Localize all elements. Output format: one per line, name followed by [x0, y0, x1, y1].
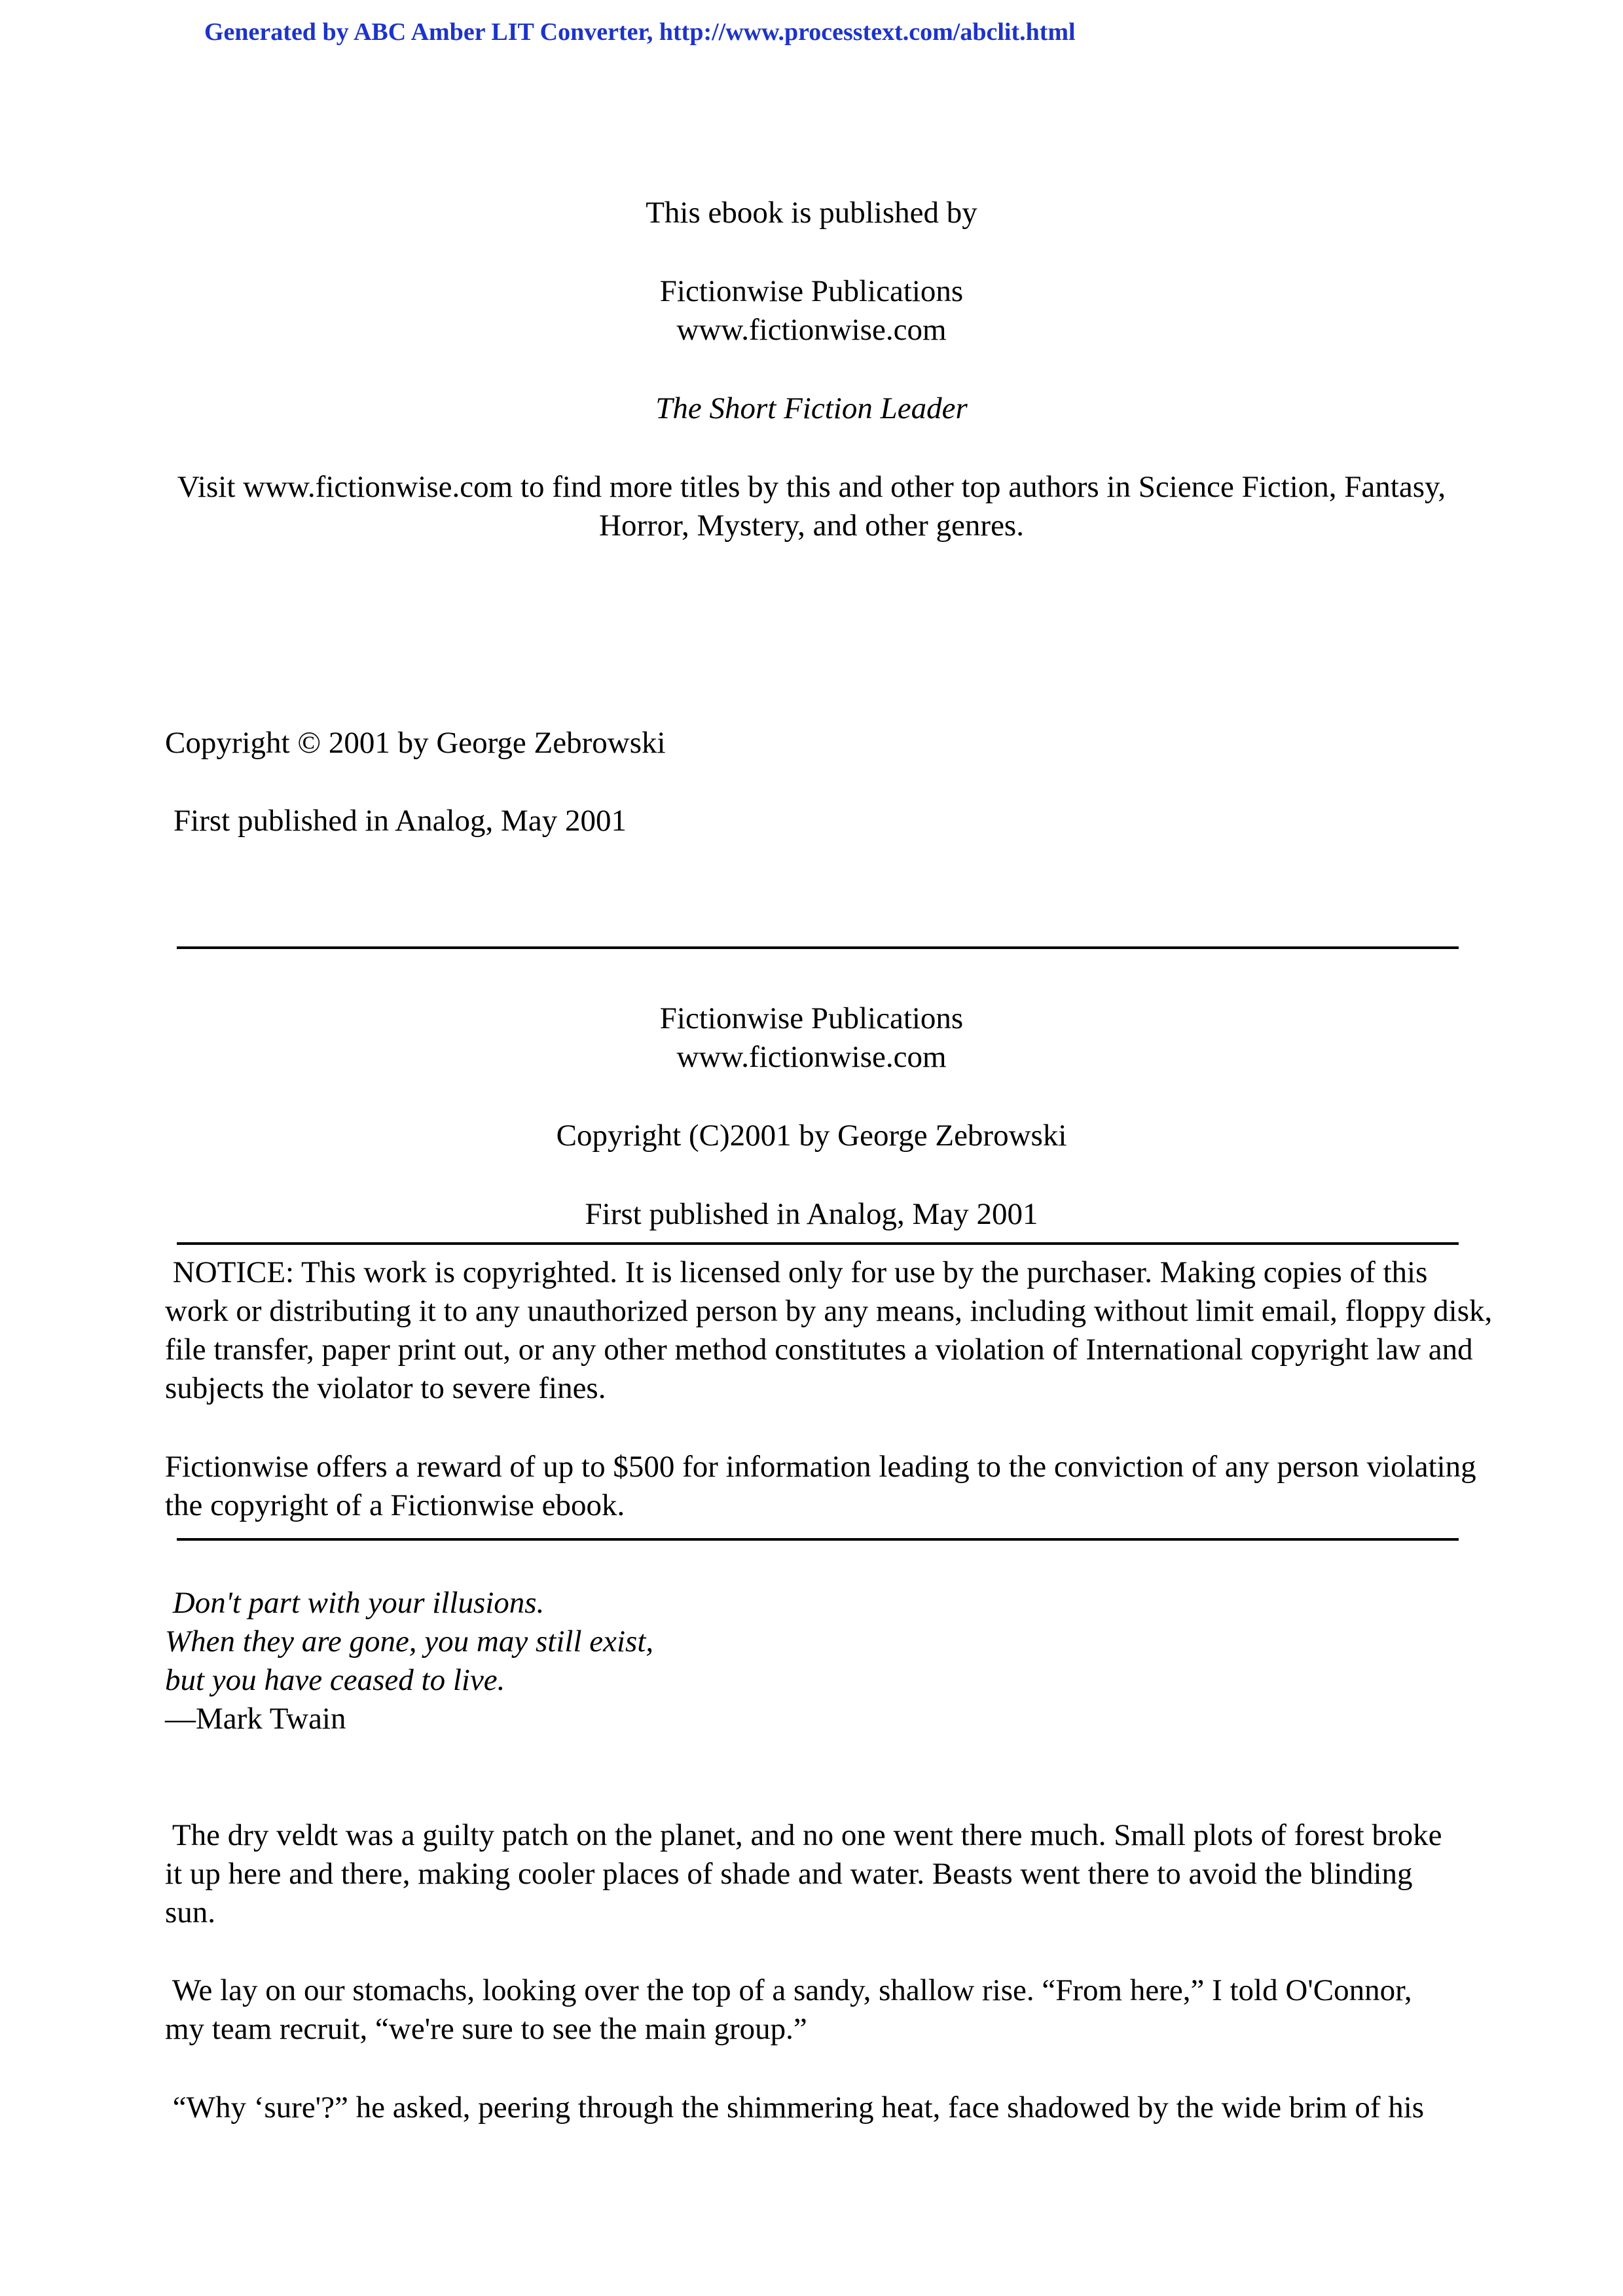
epigraph-line: but you have ceased to live. — [165, 1663, 505, 1697]
divider-3 — [177, 1538, 1459, 1541]
story-line: sun. — [165, 1895, 216, 1929]
second-publisher-name: Fictionwise Publications — [659, 1001, 964, 1035]
copyright-line: Copyright © 2001 by George Zebrowski — [165, 726, 666, 760]
first-published-line: First published in Analog, May 2001 — [173, 804, 627, 838]
story-paragraph-3 — [165, 2089, 1474, 2127]
epigraph-line: When they are gone, you may still exist, — [165, 1624, 654, 1659]
notice-paragraph — [165, 1253, 1493, 1408]
second-publisher-website: www.fictionwise.com — [676, 1040, 947, 1074]
visit-line-2: Horror, Mystery, and other genres. — [599, 509, 1024, 543]
reward-line: Fictionwise offers a reward of up to $500 for information leading to the conviction of any person violating — [165, 1450, 1476, 1484]
visit-line-1: Visit www.fictionwise.com to find more titles by this and other top authors in Science Fiction, Fantasy, — [177, 470, 1446, 504]
notice-line: subjects the violator to severe fines. — [165, 1371, 606, 1405]
divider-2 — [177, 1242, 1459, 1245]
story-line: The dry veldt was a guilty patch on the planet, and no one went there much. Small plots of forest broke — [165, 1818, 1442, 1852]
epigraph — [165, 1584, 1474, 1700]
reward-paragraph — [165, 1448, 1474, 1525]
notice-line: NOTICE: This work is copyrighted. It is licensed only for use by the purchaser. Making copies of this — [165, 1255, 1428, 1289]
publisher-tagline: The Short Fiction Leader — [655, 391, 968, 425]
publisher-name: Fictionwise Publications — [659, 274, 964, 308]
story-line: We lay on our stomachs, looking over the top of a sandy, shallow rise. “From here,” I told O'Connor, — [165, 1973, 1412, 2007]
epigraph-attribution: —Mark Twain — [165, 1702, 346, 1736]
notice-line: work or distributing it to any unauthorized person by any means, including without limit email, floppy disk, — [165, 1294, 1493, 1328]
second-copyright-line: Copyright (C)2001 by George Zebrowski — [556, 1119, 1067, 1153]
story-paragraph-1 — [165, 1816, 1474, 1932]
published-by-line: This ebook is published by — [646, 196, 977, 230]
converter-banner: Generated by ABC Amber LIT Converter, http://www.processtext.com/abclit.html — [204, 18, 1076, 46]
divider-1 — [177, 946, 1459, 949]
reward-line: the copyright of a Fictionwise ebook. — [165, 1488, 625, 1522]
story-paragraph-2 — [165, 1971, 1474, 2049]
epigraph-line: Don't part with your illusions. — [165, 1586, 545, 1620]
story-line: “Why ‘sure'?” he asked, peering through the shimmering heat, face shadowed by the wide brim of his — [165, 2090, 1425, 2125]
story-line: it up here and there, making cooler places of shade and water. Beasts went there to avoid the blinding — [165, 1857, 1413, 1891]
publisher-website: www.fictionwise.com — [676, 313, 947, 347]
second-first-published-line: First published in Analog, May 2001 — [585, 1197, 1038, 1231]
story-line: my team recruit, “we're sure to see the main group.” — [165, 2012, 807, 2046]
notice-line: file transfer, paper print out, or any other method constitutes a violation of International copyright law and — [165, 1333, 1473, 1367]
